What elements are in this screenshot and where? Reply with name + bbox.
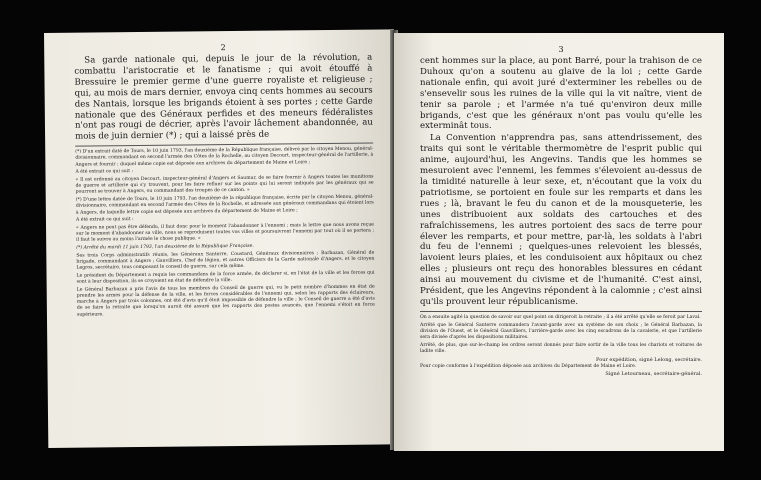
left-main-text	[74, 53, 373, 143]
left-note-4: (*) D'une lettre datée de Tours, le 10 juin 1793, l'an deuxième de la république française, écrite par le citoyen Menou, général-divisionnaire, commandant en second l'armée des Côtes de la Rochelle, et adressée aux généraux commandans qui étoient lors à Angers, de laquelle lettre copie est déposée aux archives du département de Maine et Loire ;	[75, 194, 374, 216]
right-footnote-rule	[420, 311, 702, 312]
right-note-5: Pour copie conforme à l'expédition déposée aux archives du Département de Maine et Loire.	[420, 363, 637, 369]
right-signature: Signé Letourneau, secrétaire-général.	[605, 371, 702, 378]
left-page-number: 2	[220, 43, 226, 53]
right-page	[394, 33, 724, 451]
left-page	[44, 29, 398, 448]
right-main-text	[420, 56, 702, 308]
left-main-paragraph: Sa garde nationale qui, depuis le jour de la révolution, a combattu l'aristocratie et le fanatisme ; qui avoit étouffé à Bressuire le premier germe d'une guerre royaliste et religieuse ; qui, au mois de mars dernier, envoya cinq cents hommes au secours des Nantais, lorsque les brigands étoient à ses portes ; cette Garde nationale que des Généraux perfides et des meneurs fédéralistes n'ont pas rougi de décrier, après l'avoir lâchement abandonnée, au mois de juin dernier (*) ; qui a laissé près de	[74, 52, 374, 143]
right-main-paragraph-1: cent hommes sur la place, au pont Barré, pour la trahison de ce Duhoux qu'on a soutenu au glaive de la loi ; cette Garde nationale enfin, qui avoit juré d'exterminer les rebelles ou de s'ensevelir sous les ruines de la ville qui la vit naître, vient de tenir sa parole ; et l'armée n'a tué qu'environ deux mille brigands, c'est que les généraux n'ont pas voulu qu'elle les exterminât tous.	[420, 56, 702, 132]
left-note-6: « Angers ne peut pas être défendu, il faut donc pour le moment l'abandonner à l'ennemi ; mais la lettre que nous avons reçue sur le moment d'abandonner sa ville, nous se reproduisent toutes vos villes et poursuivront l'ennemi par tout où il se portera ; il faut le suivre au moins l'armée le chose publique. »	[76, 222, 375, 244]
left-note-5: A été extrait ce qui suit :	[75, 217, 134, 223]
left-footnotes	[75, 147, 375, 319]
right-footnotes	[420, 315, 702, 378]
right-note-3: Arrêté, de plus, que sur-le-champ les ordres seront donnés pour faire sortir de la ville tous les chariots et voitures de ladite ville.	[420, 342, 702, 354]
left-note-2: A été extrait ce qui suit :	[75, 169, 134, 176]
right-note-4: Pour expédition, signé Lelong, secrétaire.	[596, 356, 702, 363]
left-note-10: Le Général Barbazan a pris l'avis de tous les membres du Conseil de guerre qui, vu le petit nombre d'hommes en état de prendre les armes pour la défense de la ville, et les forces considérables de l'ennemi qui, selon les rapports des éclaireurs, marche à Angers par trois colonnes, ont été d'avis qu'il étoit impossible de défendre la ville ; le Conseil de guerre a été d'avis de se faire la retraite que lorsqu'on auroit été assuré que les rapports des postes avancés, que l'ennemi s'étoit en force supérieure.	[76, 284, 375, 318]
right-main-paragraph-2: La Convention n'apprendra pas, sans attendrissement, des traits qui sont le véritable thermomètre de l'esprit public qui anime, aujourd'hui, les Angevins. Tandis que les hommes se mesuroient avec l'ennemi, les femmes s'élevoient au-dessus de la timidité naturelle à leur sexe, et, n'écoutant que la voix du patriotisme, se portoient en foule sur les remparts et dans les rues ; là, bravant le feu du canon et de la mousqueterie, les unes distribuoient aux soldats des cartouches et des rafraîchissemens, les autres portoient des sacs de terre pour élever les remparts, et pour mettre, par-là, les soldats à l'abri du feu de l'ennemi ; quelques-unes relevoient les blessés, lavoient leurs plaies, et les conduisoient aux hôpitaux ou chez elles ; plusieurs ont reçu des honorables blessures en cédant ainsi au mouvement du civisme et de l'humanité. C'est ainsi, Président, que les Angevins répondent à la calomnie ; c'est ainsi qu'ils prouvent leur républicanisme.	[420, 133, 702, 307]
left-note-1: (*) D'un extrait daté de Tours, le 10 juin 1793, l'an deuxième de la République française, délivré par le citoyen Menou, général-divisionnaire, commandant en second l'armée des Côtes de la Rochelle, au citoyen Decourt, inspecteur-général de l'artillerie, à Angers et fournir ; duquel même copie est déposée aux archives du département de Maine et Loire ;	[75, 146, 374, 168]
left-note-8: Ses trois Corps administratifs réunis, les Généraux Santerre, Coustard, Généraux divisionnaires ; Barbazan, Général de brigade, commandant à Angers ; Gauvilliers, Chef de légion, et autres Officiers de la Garde nationale d'Angers, et le citoyen Legros, secrétaire, tous composant le conseil de guerre, sur cela même.	[76, 250, 375, 271]
left-note-3: « Il est ordonné au citoyen Decourt, inspecteur-général d'Angers et Saumur, de se faire fournir à Angers toutes les munitions de guerre et artillerie qui s'y trouvent, pour les faire refluer sur les points qui lui seront indiqués par les généraux qui se pourront se trouver à Angers, ou commandant des troupes de ce canton. »	[75, 174, 374, 196]
right-note-1: On a ensuite agité la question de savoir sur quel point on dirigeroit la retraite ; il a été arrêté qu'elle se feroit par Laval.	[420, 314, 701, 320]
right-note-2: Arrêté que le Général Santerre commandera l'avant-garde avec un système de son choix ; le Général Barbazan, la division de l'Ouest, et le Général Gauvilliers, l'arrière-garde avec les cinq escadrons de la cavalerie, et que l'artillerie sera divisée d'après les dispositions militaires.	[420, 322, 702, 340]
left-note-9: Le président du Département a requis les commandans de la force armée, de déclarer si, en l'état de la ville et les forces qui sont à leur disposition, ils se croyoient en état de défendre la ville.	[76, 270, 375, 285]
right-page-number: 3	[558, 45, 564, 54]
left-note-7: (*) Arrêté du mardi 11 juin 1793, l'an deuxième de la République Française.	[76, 243, 254, 251]
